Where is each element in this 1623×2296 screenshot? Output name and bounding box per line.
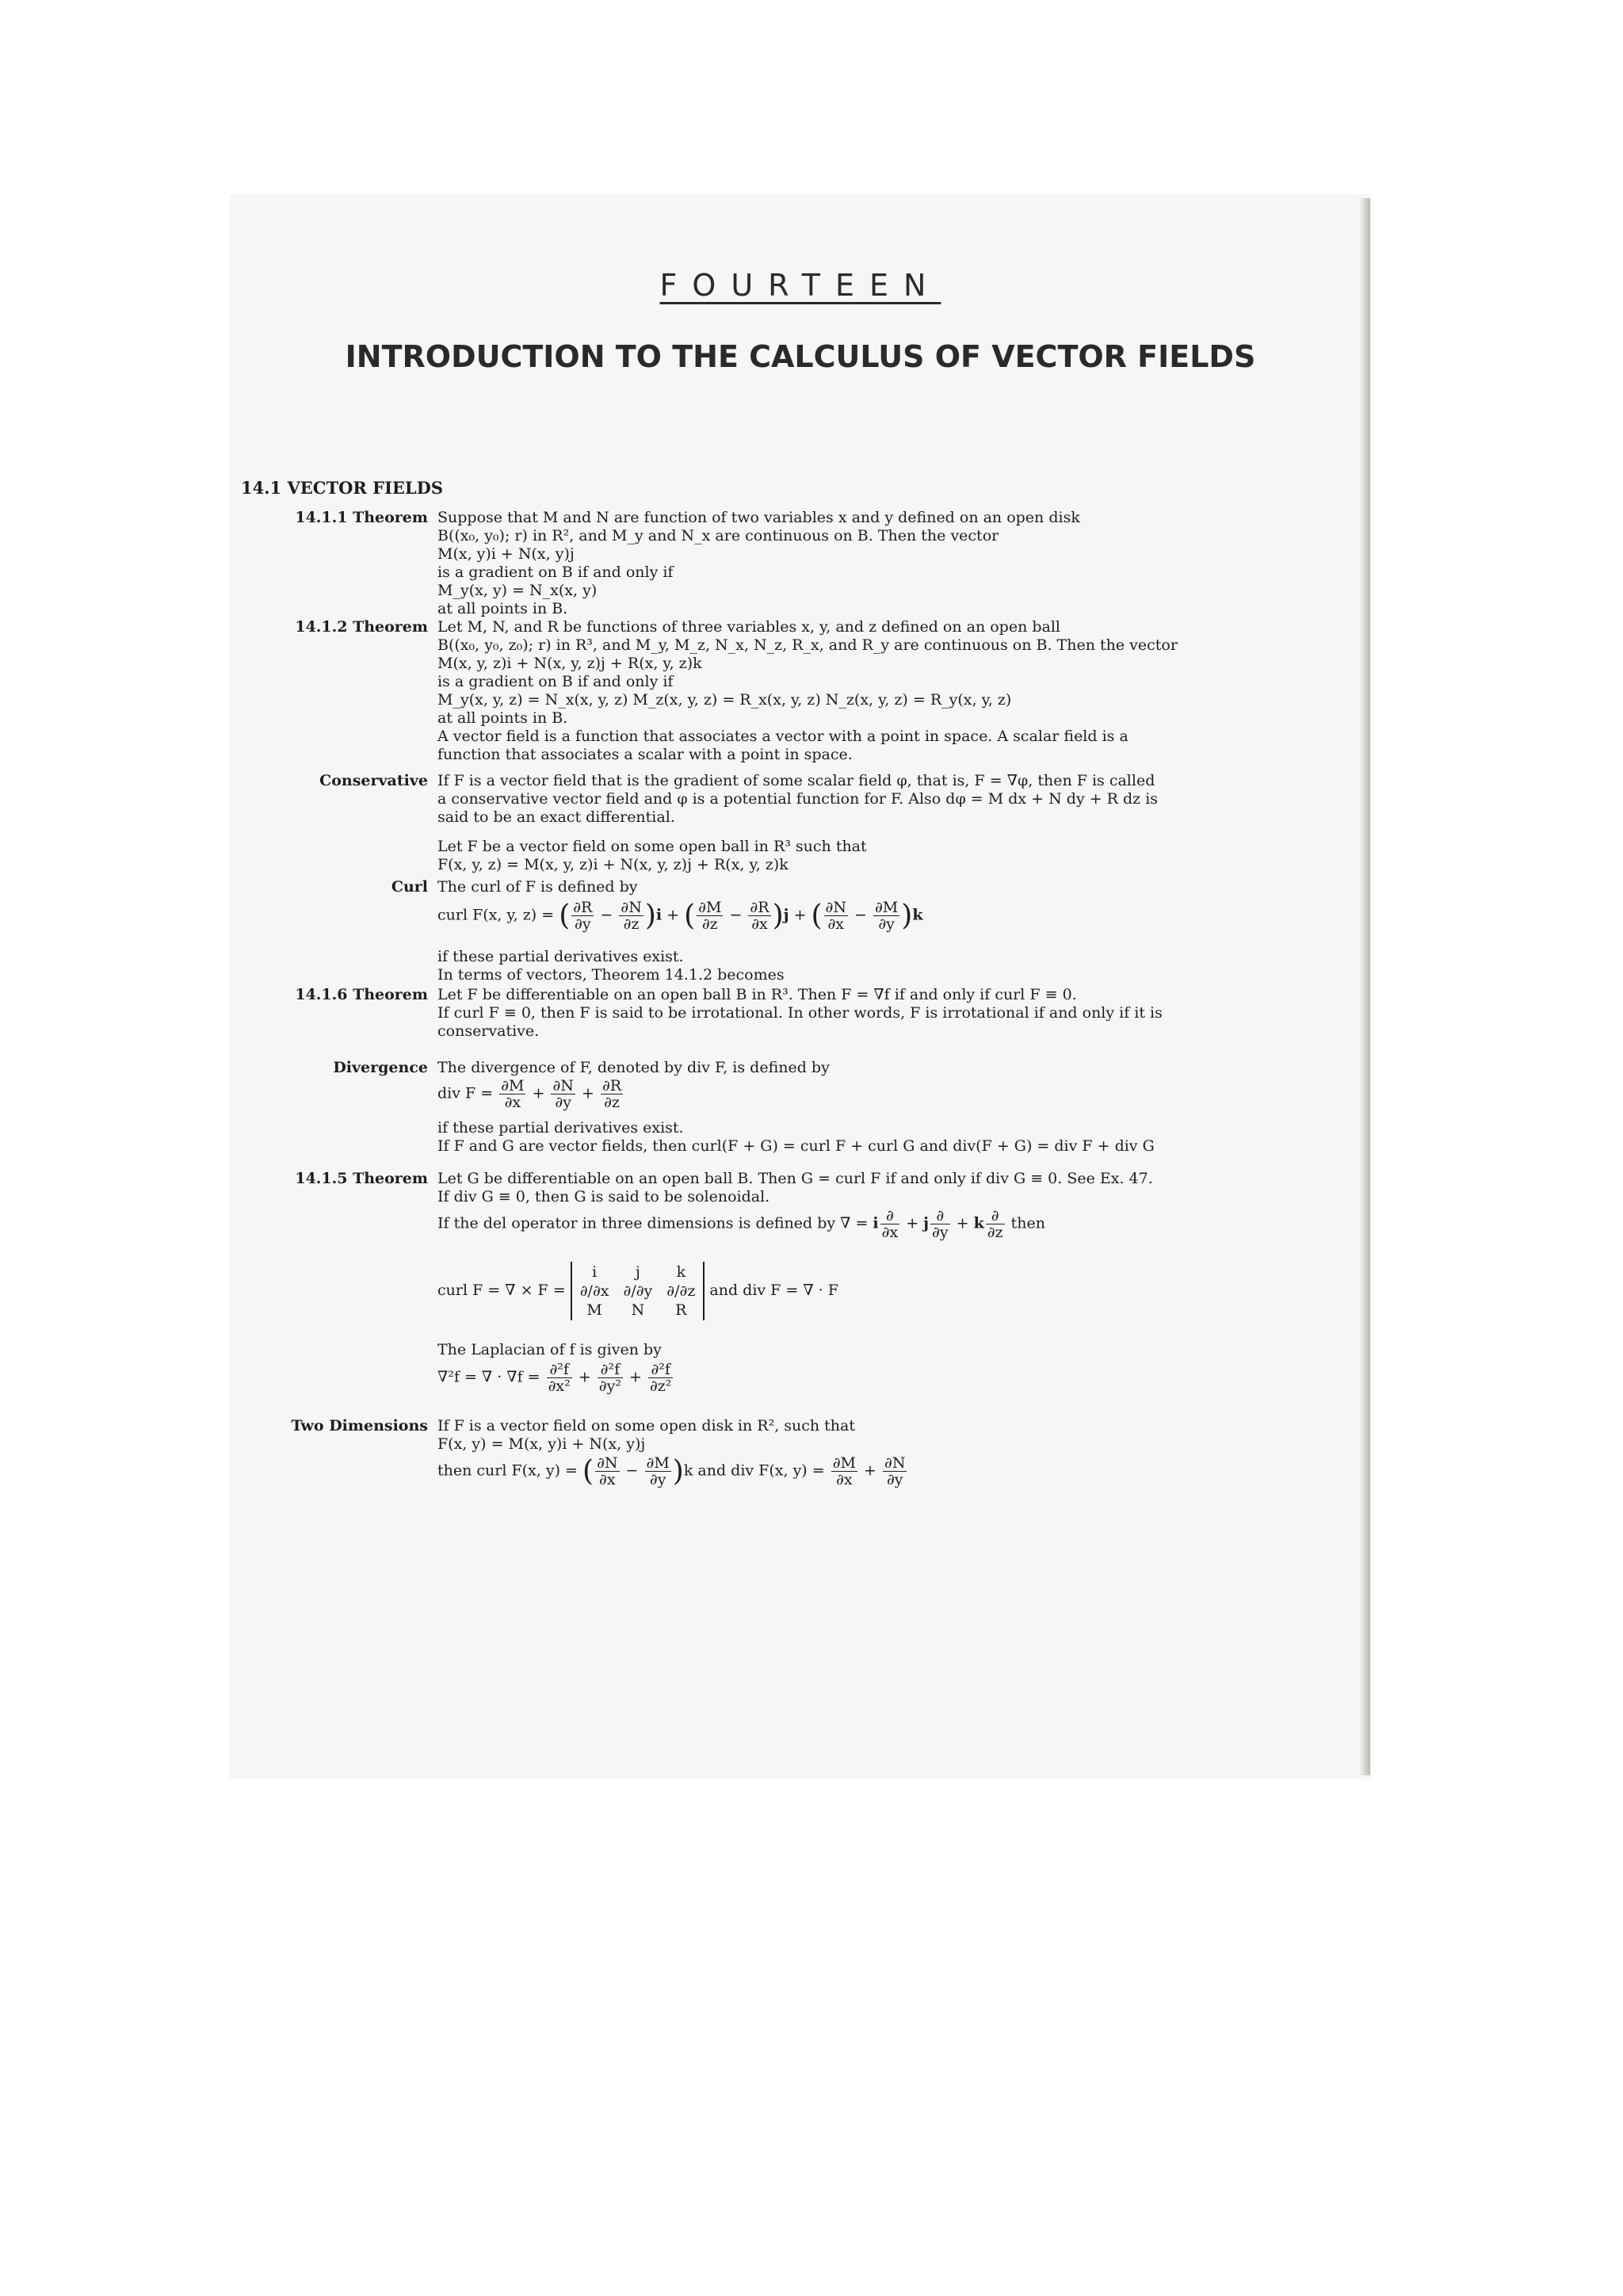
page-spine-shadow	[1359, 198, 1370, 1775]
curl-formula: curl F(x, y, z) = ( $\frac{\partial R}{\partial y}$ − $\frac{\partial N}{\partial z}$ )i + ( $\frac{\partial M}{\partial z}$ − $\frac{\partial R}{\partial x}$ )j + ( $\frac{\partial N}{\partial x}$ − $\frac{\partial M}{\partial y}$ )k	[437, 899, 923, 933]
text-line: Suppose that M and N are function of two variables x and y defined on an open disk	[437, 509, 1080, 526]
text-line: if these partial derivatives exist.	[437, 1119, 684, 1137]
formula-lhs: div F =	[437, 1084, 498, 1102]
matrix-cell: R	[675, 1301, 687, 1319]
laplacian-formula: ∇²f = ∇ · ∇f = $\frac{\text{∂²f}}{\text{∂x²}}$ + $\frac{\text{∂²f}}{\text{∂y²}}$ + $\frac{\text{∂²f}}{\text{∂z²}}$	[437, 1361, 672, 1395]
text-line: is a gradient on B if and only if	[437, 563, 674, 581]
section-heading: 14.1 VECTOR FIELDS	[241, 478, 444, 498]
text-line: a conservative vector field and φ is a potential function for F. Also dφ = M dx + N dy + R dz is	[437, 790, 1159, 808]
text-line: if these partial derivatives exist.	[437, 948, 684, 965]
text-line: M(x, y)i + N(x, y)j	[437, 545, 575, 563]
del-operator-definition: If the del operator in three dimensions is defined by ∇ = i $\frac{\partial}{\partial x}$ + j $\frac{\partial}{\partial y}$ + k $\frac{\partial}{\partial z}$ then	[437, 1207, 1046, 1241]
text-line: M_y(x, y) = N_x(x, y)	[437, 582, 598, 599]
two-dimensions-text	[437, 1417, 1357, 1454]
divergence-formula: div F = $\frac{\partial M}{\partial x}$ + $\frac{\partial N}{\partial y}$ + $\frac{\partial R}{\partial z}$	[437, 1077, 622, 1111]
text-line: is a gradient on B if and only if	[437, 673, 674, 690]
text-line: conservative.	[437, 1022, 540, 1040]
two-dimensions-formula: then curl F(x, y) = ( $\frac{\partial N}{\partial x}$ − $\frac{\partial M}{\partial y}$ )k and div F(x, y) = $\frac{\partial M}{\partial x}$ + $\frac{\partial N}{\partial y}$	[437, 1454, 906, 1488]
divergence-text-after	[437, 1119, 1357, 1156]
formula-lhs: curl F = ∇ × F =	[437, 1282, 571, 1299]
matrix-cell: M	[586, 1301, 602, 1319]
formula-rhs: and div F = ∇ · F	[705, 1282, 838, 1299]
text-line: at all points in B.	[437, 600, 568, 617]
text-line: at all points in B.	[437, 709, 568, 727]
term-label-divergence: Divergence	[333, 1059, 428, 1076]
curl-text-after	[437, 948, 1357, 984]
curl-text	[437, 878, 1357, 896]
text-line: F(x, y, z) = M(x, y, z)i + N(x, y, z)j + R(x, y, z)k	[437, 856, 789, 873]
text-line: The curl of F is defined by	[437, 878, 638, 896]
term-label-two-dimensions: Two Dimensions	[291, 1417, 428, 1435]
text-line: said to be an exact differential.	[437, 808, 675, 826]
text-line: A vector field is a function that associates a vector with a point in space. A scalar field is a	[437, 728, 1128, 745]
conservative-text	[437, 772, 1357, 874]
text-line: If F is a vector field that is the gradient of some scalar field φ, that is, F = ∇φ, then F is called	[437, 772, 1155, 789]
matrix-cell: ∂/∂z	[666, 1282, 696, 1300]
formula-lhs: ∇²f = ∇ · ∇f =	[437, 1368, 545, 1386]
text-line: Let G be differentiable on an open ball B. Then G = curl F if and only if div G ≡ 0. See Ex. 47.	[437, 1170, 1153, 1187]
text-line: B((x₀, y₀, z₀); r) in R³, and M_y, M_z, N_x, N_z, R_x, and R_y are continuous on B. Then the vector	[437, 636, 1178, 654]
text-line: B((x₀, y₀); r) in R², and M_y and N_x are continuous on B. Then the vector	[437, 527, 999, 544]
text-line: Let F be a vector field on some open ball in R³ such that	[437, 838, 867, 855]
text-line: The Laplacian of f is given by	[437, 1341, 662, 1358]
matrix-cell: k	[676, 1263, 686, 1281]
matrix-cell: ∂/∂x	[579, 1282, 609, 1300]
matrix-cell: N	[631, 1301, 645, 1319]
text-line: If curl F ≡ 0, then F is said to be irrotational. In other words, F is irrotational if and only if it is	[437, 1004, 1163, 1022]
theorem-14-1-6-text	[437, 986, 1357, 1041]
theorem-14-1-1-text	[437, 509, 1357, 618]
text-line: then	[1006, 1214, 1046, 1232]
laplacian-intro	[437, 1341, 1357, 1359]
determinant-matrix	[571, 1262, 705, 1320]
text-line: F(x, y) = M(x, y)i + N(x, y)j	[437, 1435, 646, 1453]
theorem-14-1-2-text	[437, 618, 1357, 764]
theorem-label-14-1-2: 14.1.2 Theorem	[295, 618, 428, 636]
text-line: If div G ≡ 0, then G is said to be solenoidal.	[437, 1188, 770, 1205]
formula-mid: k and div F(x, y) =	[683, 1461, 830, 1480]
term-label-conservative: Conservative	[319, 772, 428, 789]
text-line: M(x, y, z)i + N(x, y, z)j + R(x, y, z)k	[437, 655, 702, 672]
text-line: If F is a vector field on some open disk in R², such that	[437, 1417, 856, 1435]
theorem-14-1-5-text	[437, 1170, 1357, 1206]
text-line: If the del operator in three dimensions is defined by ∇ =	[437, 1214, 873, 1232]
text-line: The divergence of F, denoted by div F, is defined by	[437, 1059, 830, 1076]
text-line: Let M, N, and R be functions of three variables x, y, and z defined on an open ball	[437, 618, 1061, 636]
matrix-cell: j	[635, 1263, 640, 1281]
text-line: Let F be differentiable on an open ball B in R³. Then F = ∇f if and only if curl F ≡ 0.	[437, 986, 1077, 1003]
matrix-cell: ∂/∂y	[623, 1282, 653, 1300]
text-line: If F and G are vector fields, then curl(F + G) = curl F + curl G and div(F + G) = div F + div G	[437, 1137, 1155, 1155]
text-line: In terms of vectors, Theorem 14.1.2 becomes	[437, 966, 785, 984]
term-label-curl: Curl	[391, 878, 428, 896]
formula-lhs: then curl F(x, y) =	[437, 1461, 583, 1480]
chapter-title: INTRODUCTION TO THE CALCULUS OF VECTOR FIELDS	[345, 339, 1256, 374]
theorem-label-14-1-5: 14.1.5 Theorem	[295, 1170, 428, 1187]
chapter-number: FOURTEEN	[659, 268, 941, 303]
curl-determinant-formula	[437, 1262, 838, 1320]
formula-lhs: curl F(x, y, z) =	[437, 906, 559, 924]
text-line: M_y(x, y, z) = N_x(x, y, z) M_z(x, y, z) = R_x(x, y, z) N_z(x, y, z) = R_y(x, y, z)	[437, 691, 1012, 709]
divergence-text	[437, 1059, 1357, 1077]
matrix-cell: i	[592, 1263, 598, 1281]
theorem-label-14-1-1: 14.1.1 Theorem	[295, 509, 428, 526]
theorem-label-14-1-6: 14.1.6 Theorem	[295, 986, 428, 1003]
text-line: function that associates a scalar with a point in space.	[437, 746, 853, 763]
